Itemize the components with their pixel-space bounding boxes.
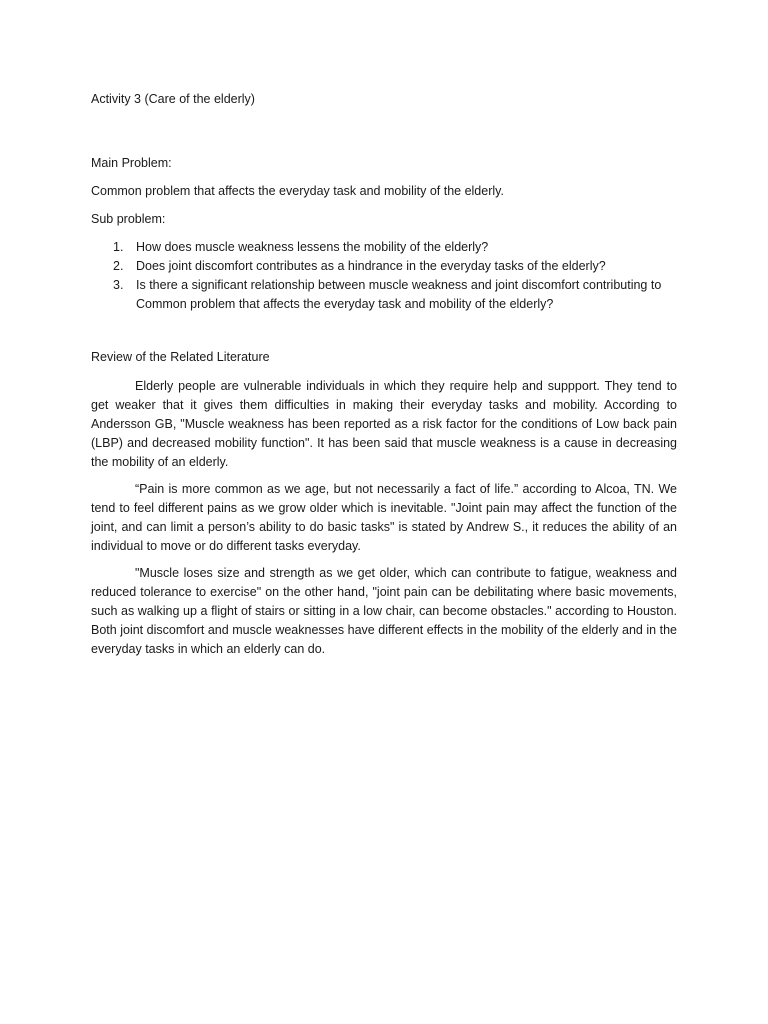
document-title: Activity 3 (Care of the elderly) [91, 92, 255, 106]
document-page [91, 90, 677, 667]
main-problem-text: Common problem that affects the everyday task and mobility of the elderly. [91, 184, 504, 198]
list-item [91, 238, 677, 257]
list-text: Is there a significant relationship between muscle weakness and joint discomfort contributing to Common problem that affects the everyday task and mobility of the elderly? [136, 278, 662, 311]
list-text: Does joint discomfort contributes as a hindrance in the everyday tasks of the elderly? [136, 259, 606, 273]
paragraph: Elderly people are vulnerable individuals in which they require help and suppport. They tend to get weaker that it gives them difficulties in making their everyday tasks and mobility. According to Andersson GB, "Muscle weakness has been reported as a risk factor for the conditions of Low back pain (LBP) and decreased mobility function". It has been said that muscle weakness is a cause in decreasing the mobility of an elderly. [91, 379, 677, 469]
main-problem-heading: Main Problem: [91, 156, 172, 170]
list-text: How does muscle weakness lessens the mobility of the elderly? [136, 240, 489, 254]
list-number: 2. [113, 259, 124, 273]
list-item [91, 257, 677, 276]
paragraph: "Muscle loses size and strength as we get older, which can contribute to fatigue, weakness and reduced tolerance to exercise" on the other hand, "joint pain can be debilitating where basic movements, such as walking up a flight of stairs or sitting in a low chair, can become obstacles." according to Houston. Both joint discomfort and muscle weaknesses have different effects in the mobility of the elderly and in the everyday tasks in which an elderly can do. [91, 566, 677, 656]
list-number: 1. [113, 240, 124, 254]
rrl-heading: Review of the Related Literature [91, 350, 270, 364]
sub-problem-list [91, 238, 677, 314]
paragraph: “Pain is more common as we age, but not necessarily a fact of life.” according to Alcoa, TN. We tend to feel different pains as we grow older which is inevitable. "Joint pain may affect the function of the joint, and can limit a person’s ability to do basic tasks" is stated by Andrew S., it reduces the ability of an individual to move or do different tasks everyday. [91, 482, 677, 553]
list-number: 3. [113, 278, 124, 292]
list-item [91, 276, 677, 314]
sub-problem-heading: Sub problem: [91, 212, 166, 226]
